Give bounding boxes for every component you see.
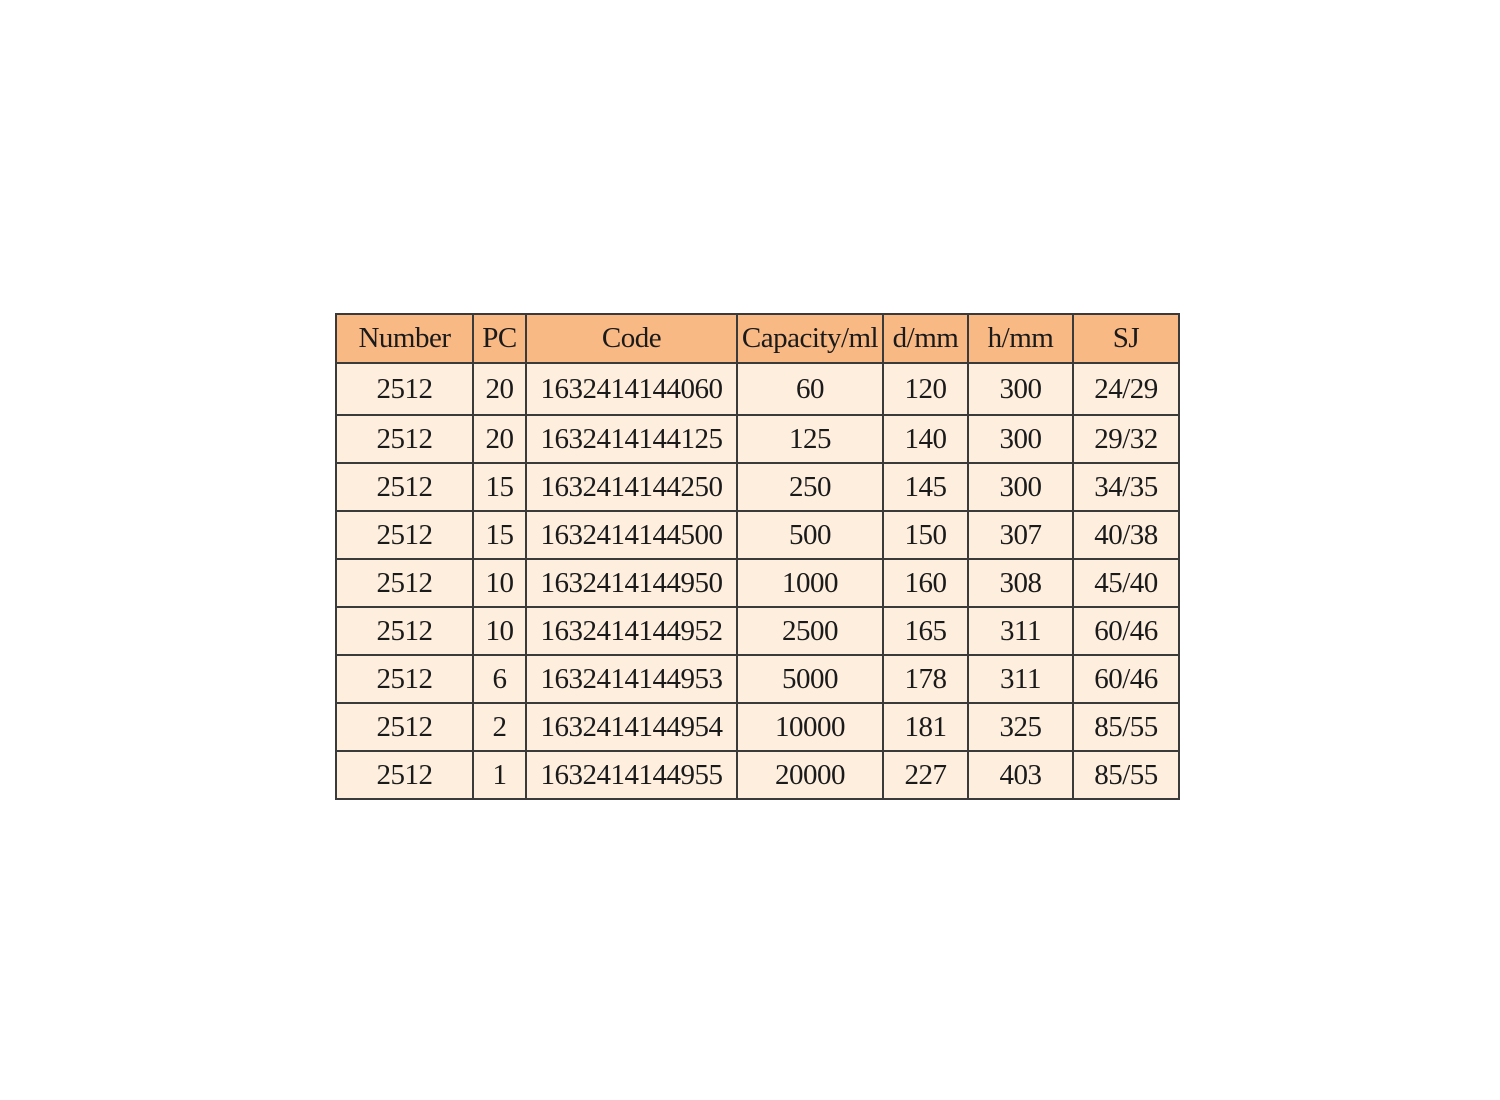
cell-capacity-ml: 250 (737, 463, 883, 511)
cell-sj: 24/29 (1073, 363, 1179, 415)
cell-capacity-ml: 5000 (737, 655, 883, 703)
cell-d-mm: 165 (883, 607, 968, 655)
header-row (336, 314, 1179, 363)
cell-h-mm: 308 (968, 559, 1073, 607)
cell-pc: 1 (473, 751, 526, 799)
cell-h-mm: 307 (968, 511, 1073, 559)
cell-pc: 15 (473, 463, 526, 511)
cell-code: 1632414144060 (526, 363, 737, 415)
cell-d-mm: 150 (883, 511, 968, 559)
cell-capacity-ml: 500 (737, 511, 883, 559)
table-row (336, 511, 1179, 559)
cell-number: 2512 (336, 415, 473, 463)
cell-capacity-ml: 1000 (737, 559, 883, 607)
column-header-pc: PC (473, 314, 526, 363)
cell-number: 2512 (336, 559, 473, 607)
cell-capacity-ml: 20000 (737, 751, 883, 799)
table-row (336, 363, 1179, 415)
cell-code: 1632414144954 (526, 703, 737, 751)
cell-d-mm: 227 (883, 751, 968, 799)
cell-number: 2512 (336, 463, 473, 511)
column-header-capacity-ml: Capacity/ml (737, 314, 883, 363)
cell-sj: 60/46 (1073, 655, 1179, 703)
table-row (336, 607, 1179, 655)
cell-h-mm: 403 (968, 751, 1073, 799)
cell-code: 1632414144955 (526, 751, 737, 799)
cell-code: 1632414144953 (526, 655, 737, 703)
table-body (336, 363, 1179, 799)
cell-pc: 6 (473, 655, 526, 703)
cell-d-mm: 160 (883, 559, 968, 607)
table-row (336, 751, 1179, 799)
column-header-h-mm: h/mm (968, 314, 1073, 363)
cell-number: 2512 (336, 655, 473, 703)
cell-capacity-ml: 60 (737, 363, 883, 415)
cell-d-mm: 178 (883, 655, 968, 703)
cell-sj: 40/38 (1073, 511, 1179, 559)
cell-number: 2512 (336, 511, 473, 559)
cell-sj: 34/35 (1073, 463, 1179, 511)
cell-code: 1632414144500 (526, 511, 737, 559)
cell-h-mm: 325 (968, 703, 1073, 751)
cell-pc: 20 (473, 415, 526, 463)
table-row (336, 415, 1179, 463)
cell-pc: 10 (473, 607, 526, 655)
cell-sj: 29/32 (1073, 415, 1179, 463)
cell-code: 1632414144950 (526, 559, 737, 607)
cell-number: 2512 (336, 607, 473, 655)
cell-code: 1632414144125 (526, 415, 737, 463)
cell-pc: 10 (473, 559, 526, 607)
cell-pc: 15 (473, 511, 526, 559)
cell-capacity-ml: 125 (737, 415, 883, 463)
cell-sj: 85/55 (1073, 751, 1179, 799)
cell-h-mm: 311 (968, 655, 1073, 703)
cell-d-mm: 140 (883, 415, 968, 463)
column-header-d-mm: d/mm (883, 314, 968, 363)
cell-h-mm: 300 (968, 415, 1073, 463)
cell-d-mm: 120 (883, 363, 968, 415)
cell-h-mm: 300 (968, 363, 1073, 415)
cell-capacity-ml: 10000 (737, 703, 883, 751)
cell-h-mm: 311 (968, 607, 1073, 655)
cell-sj: 60/46 (1073, 607, 1179, 655)
cell-number: 2512 (336, 363, 473, 415)
table-row (336, 703, 1179, 751)
cell-pc: 2 (473, 703, 526, 751)
table-row (336, 559, 1179, 607)
cell-code: 1632414144952 (526, 607, 737, 655)
cell-code: 1632414144250 (526, 463, 737, 511)
cell-h-mm: 300 (968, 463, 1073, 511)
cell-sj: 45/40 (1073, 559, 1179, 607)
spec-table (335, 313, 1180, 800)
cell-d-mm: 181 (883, 703, 968, 751)
column-header-number: Number (336, 314, 473, 363)
column-header-sj: SJ (1073, 314, 1179, 363)
cell-sj: 85/55 (1073, 703, 1179, 751)
cell-number: 2512 (336, 703, 473, 751)
cell-pc: 20 (473, 363, 526, 415)
column-header-code: Code (526, 314, 737, 363)
table-row (336, 655, 1179, 703)
table-row (336, 463, 1179, 511)
cell-number: 2512 (336, 751, 473, 799)
table-header (336, 314, 1179, 363)
cell-capacity-ml: 2500 (737, 607, 883, 655)
cell-d-mm: 145 (883, 463, 968, 511)
